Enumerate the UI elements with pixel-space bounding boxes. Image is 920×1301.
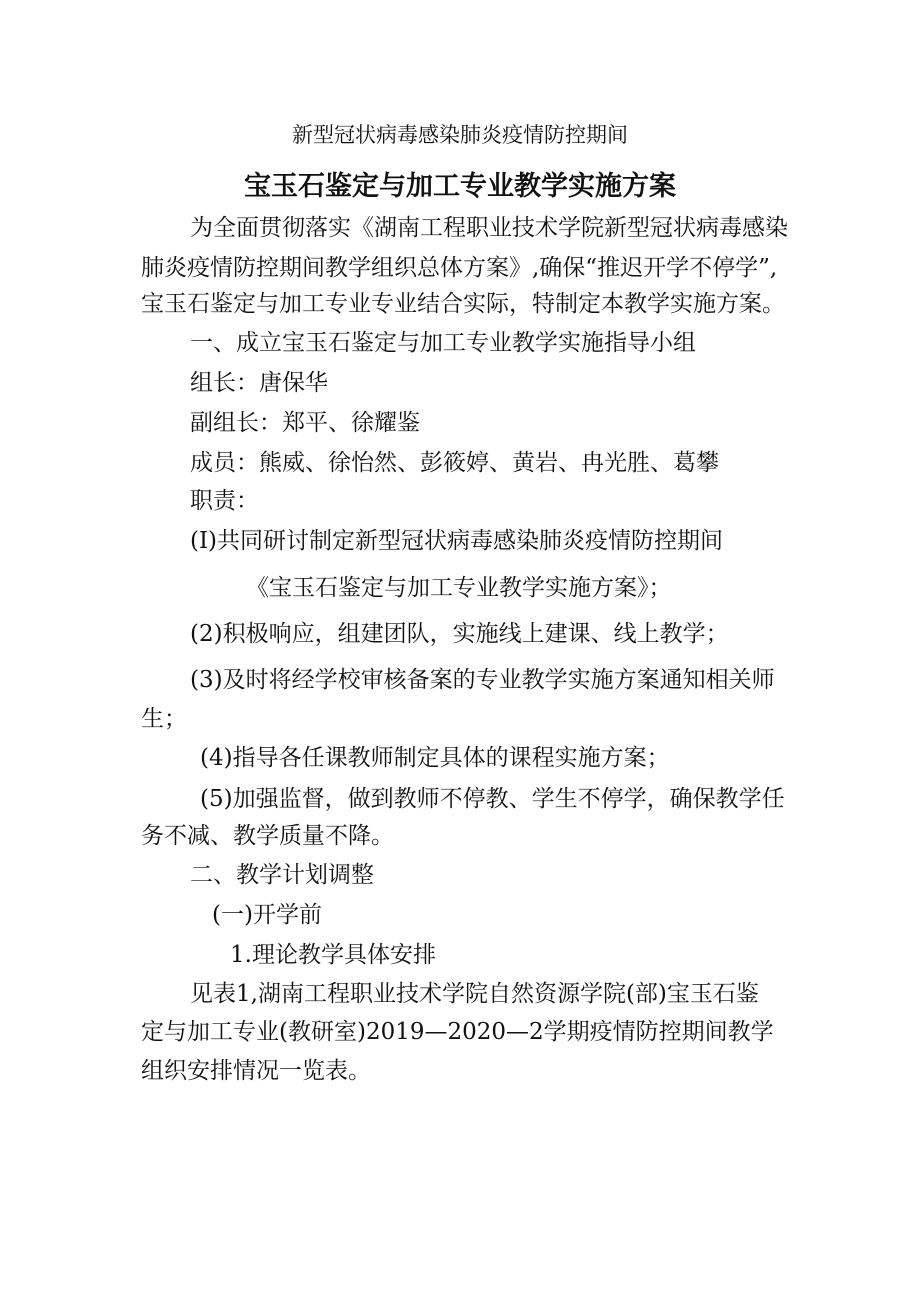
intro-line-3: 宝玉石鉴定与加工专业专业结合实际，特制定本教学实施方案。	[141, 291, 785, 317]
document-title: 宝玉石鉴定与加工专业教学实施方案	[244, 171, 676, 202]
duty-item-3: (3)及时将经学校审核备案的专业教学实施方案通知相关师	[190, 667, 775, 693]
intro-line-2: 肺炎疫情防控期间教学组织总体方案》,确保“推迟开学不停学”,	[141, 255, 778, 281]
group-members: 成员：熊威、徐怡然、彭筱婷、黄岩、冉光胜、葛攀	[190, 450, 719, 476]
group-leader: 组长：唐保华	[190, 370, 328, 396]
duty-item-1: (I)共同研讨制定新型冠状病毒感染肺炎疫情防控期间	[190, 528, 724, 554]
duty-item-3-cont: 生；	[141, 706, 187, 732]
duty-item-2: (2)积极响应，组建团队，实施线上建课、线上教学；	[190, 621, 729, 647]
group-deputy: 副组长：郑平、徐耀鉴	[190, 410, 420, 436]
body-line-3: 组织安排情况一览表。	[141, 1058, 371, 1084]
document-subtitle: 新型冠状病毒感染肺炎疫情防控期间	[292, 123, 628, 147]
section2-heading: 二、教学计划调整	[190, 862, 374, 888]
duties-label: 职责：	[190, 488, 259, 514]
duty-item-5-cont: 务不减、教学质量不降。	[141, 823, 394, 849]
duty-item-4: (4)指导各任课教师制定具体的课程实施方案；	[200, 745, 670, 771]
body-line-1: 见表1,湖南工程职业技术学院自然资源学院(部)宝玉石鉴	[190, 981, 759, 1007]
section1-heading: 一、成立宝玉石鉴定与加工专业教学实施指导小组	[190, 330, 696, 356]
duty-item-1-cont: 《宝玉石鉴定与加工专业教学实施方案》；	[246, 575, 672, 601]
body-line-2: 定与加工专业(教研室)2019—2020—2学期疫情防控期间教学	[141, 1019, 774, 1045]
item-heading: 1.理论教学具体安排	[230, 942, 436, 968]
subsection-heading: (一)开学前	[212, 902, 322, 928]
intro-line-1: 为全面贯彻落实《湖南工程职业技术学院新型冠状病毒感染	[190, 215, 788, 241]
duty-item-5: (5)加强监督，做到教师不停教、学生不停学，确保教学任	[200, 786, 785, 812]
